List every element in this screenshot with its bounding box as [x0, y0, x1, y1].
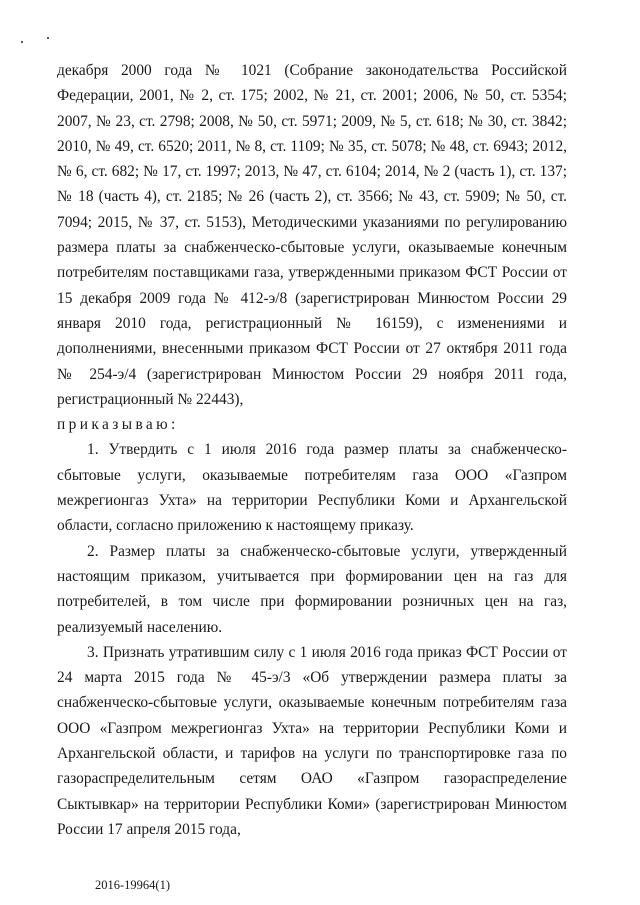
order-item-1: 1. Утвердить с 1 июля 2016 года размер платы за снабженческо-сбытовые услуги, оказываемые потребителям газа ООО «Газпром межрегионгаз Ухта» на территории Республики Коми и Архангельской области, согласно приложению к настоящему приказу. — [57, 441, 567, 535]
scan-speck — [47, 37, 49, 39]
document-body — [57, 58, 567, 842]
document-registration-code: 2016-19964(1) — [95, 878, 170, 892]
scan-speck — [21, 41, 23, 43]
order-word: приказываю: — [57, 416, 179, 434]
legal-references-paragraph: декабря 2000 года № 1021 (Собрание законодательства Российской Федерации, 2001, № 2, ст. 175; 2002, № 21, ст. 2001; 2006, № 50, ст. 5354; 2007, № 23, ст. 2798; 2008, № 50, ст. 5971; 2009, № 5, ст. 618; № 30, ст. 3842; 2010, № 49, ст. 6520; 2011, № 8, ст. 1109; № 35, ст. 5078; № 48, ст. 6943; 2012, № 6, ст. 682; № 17, ст. 1997; 2013, № 47, ст. 6104; 2014, № 2 (часть 1), ст. 137; № 18 (часть 4), ст. 2185; № 26 (часть 2), ст. 3566; № 43, ст. 5909; № 50, ст. 7094; 2015, № 37, ст. 5153), Методическими указаниями по регулированию размера платы за снабженческо-сбытовые услуги, оказываемые конечным потребителям поставщиками газа, утвержденными приказом ФСТ России от 15 декабря 2009 года № 412-э/8 (зарегистрирован Минюстом России 29 января 2010 года, регистрационный № 16159), с изменениями и дополнениями, внесенными приказом ФСТ России от 27 октября 2011 года № 254-э/4 (зарегистрирован Минюстом России 29 ноября 2011 года, регистрационный № 22443), — [57, 62, 567, 408]
order-item-3: 3. Признать утратившим силу с 1 июля 2016 года приказ ФСТ России от 24 марта 2015 года № 45-э/3 «Об утверждении размера платы за снабженческо-сбытовые услуги, оказываемые конечным потребителям газа ООО «Газпром межрегионгаз Ухта» на территории Республики Коми и Архангельской области, и тарифов на услуги по транспортировке газа по газораспределительным сетям ОАО «Газпром газораспределение Сыктывкар» на территории Республики Коми» (зарегистрирован Минюстом России 17 апреля 2015 года, — [57, 643, 567, 838]
order-item-2: 2. Размер платы за снабженческо-сбытовые услуги, утвержденный настоящим приказом, учитывается при формировании цен на газ для потребителей, в том числе при формировании розничных цен на газ, реализуемый населению. — [57, 542, 567, 636]
